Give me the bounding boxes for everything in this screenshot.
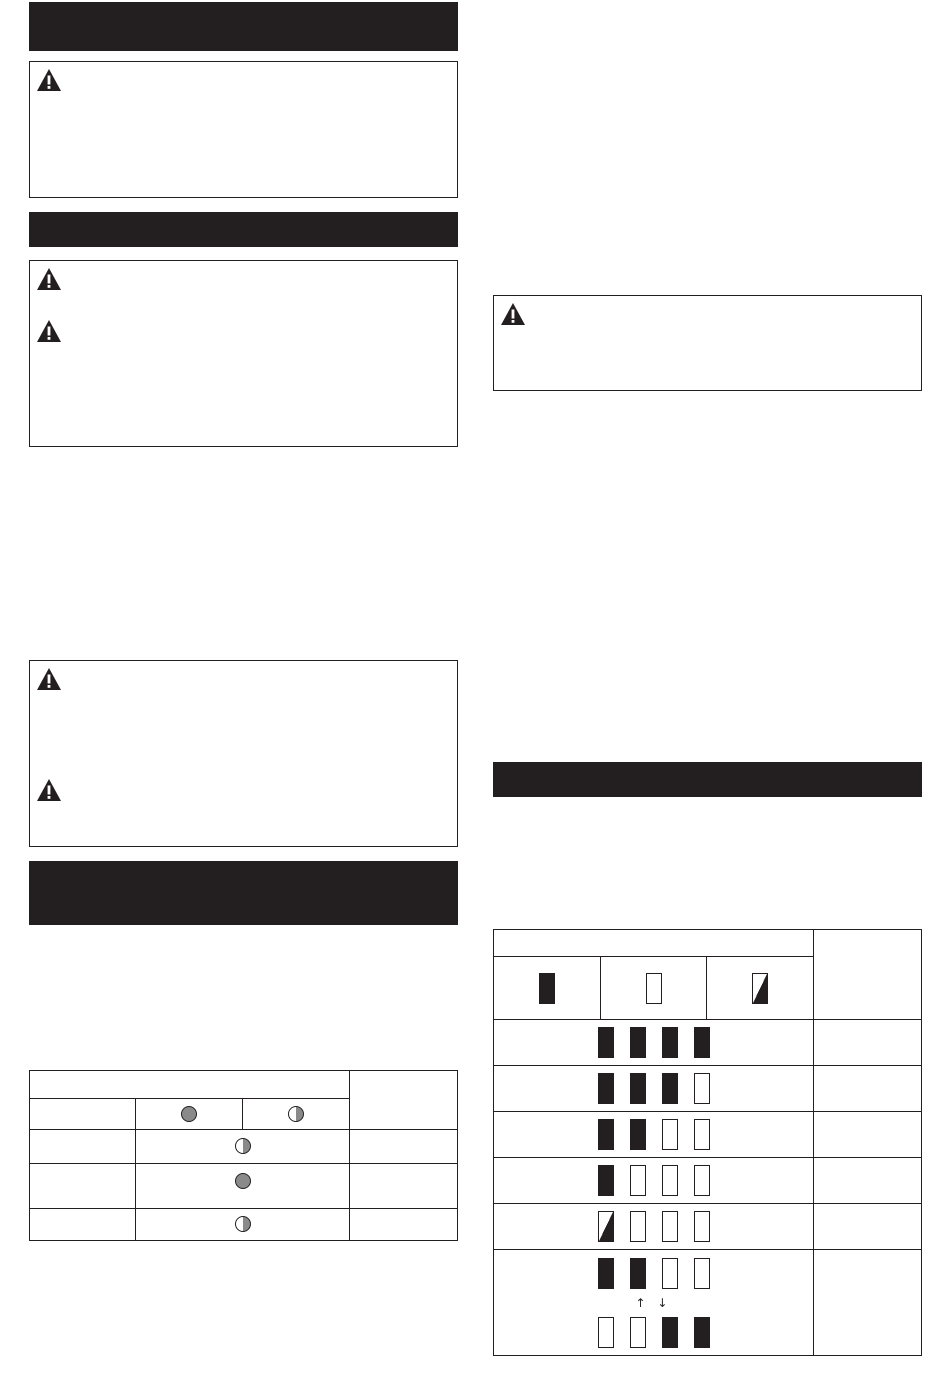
indicator-row-cell [494, 1204, 814, 1250]
table-cell [30, 1130, 136, 1164]
indicator-lamps [494, 1027, 813, 1058]
warning-box-2 [29, 260, 458, 447]
table-header-cell [30, 1071, 350, 1099]
section-header-1 [29, 2, 458, 51]
off-segment-icon [694, 1165, 710, 1196]
warning-box-1 [29, 61, 458, 198]
indicator-row-cell [494, 1066, 814, 1112]
indicator-row-cell [494, 1112, 814, 1158]
off-segment-icon [662, 1165, 678, 1196]
blinking-segment-icon [752, 973, 768, 1004]
lit-segment-icon [662, 1317, 678, 1348]
warning-icon [36, 68, 62, 92]
led-state-cell [136, 1164, 350, 1209]
warning-icon [36, 267, 62, 291]
table-cell [30, 1209, 136, 1241]
lit-segment-icon [598, 1027, 614, 1058]
warning-icon [500, 302, 526, 326]
warning-box-4 [493, 295, 922, 391]
warning-icon [36, 778, 62, 802]
table-cell [30, 1164, 136, 1209]
lit-segment-icon [630, 1073, 646, 1104]
led-solid-icon [235, 1173, 251, 1189]
off-segment-icon [694, 1073, 710, 1104]
lit-segment-icon [694, 1027, 710, 1058]
lit-segment-icon [662, 1073, 678, 1104]
indicator-lamps [494, 1211, 813, 1242]
led-half-icon [235, 1138, 251, 1154]
table-cell [814, 1066, 922, 1112]
lit-segment-icon [630, 1119, 646, 1150]
off-segment-icon [662, 1258, 678, 1289]
off-segment-icon [694, 1211, 710, 1242]
led-status-table [29, 1070, 458, 1241]
indicator-row-cell [494, 1250, 814, 1356]
legend-cell [494, 957, 601, 1020]
off-segment-icon [694, 1119, 710, 1150]
indicator-lamps [494, 1119, 813, 1150]
table-cell [814, 1112, 922, 1158]
battery-indicator-table [493, 929, 922, 1356]
led-legend-cell [136, 1099, 243, 1130]
led-half-icon [288, 1106, 304, 1122]
indicator-lamps [494, 1073, 813, 1104]
legend-cell [707, 957, 814, 1020]
warning-box-3 [29, 660, 458, 847]
table-header-cell [30, 1099, 136, 1130]
section-header-2 [29, 212, 458, 247]
lit-segment-icon [598, 1258, 614, 1289]
lit-segment-icon [598, 1119, 614, 1150]
table-cell [814, 1204, 922, 1250]
table-cell [814, 1250, 922, 1356]
lit-segment-icon [694, 1317, 710, 1348]
led-legend-cell [243, 1099, 350, 1130]
off-segment-icon [662, 1119, 678, 1150]
section-header-3 [29, 861, 458, 925]
lit-segment-icon [539, 973, 555, 1004]
lit-segment-icon [598, 1073, 614, 1104]
indicator-lamps-alternate [494, 1317, 813, 1348]
lit-segment-icon [598, 1165, 614, 1196]
indicator-lamps [494, 1165, 813, 1196]
warning-icon [36, 667, 62, 691]
off-segment-icon [630, 1165, 646, 1196]
led-state-cell [136, 1130, 350, 1164]
table-header-cell [494, 930, 814, 957]
alternating-arrows: ↑ ↓ [635, 1295, 672, 1310]
lit-segment-icon [662, 1027, 678, 1058]
led-solid-icon [181, 1106, 197, 1122]
table-cell [814, 1158, 922, 1204]
blinking-segment-icon [598, 1211, 614, 1242]
led-half-icon [235, 1216, 251, 1232]
warning-icon [36, 319, 62, 343]
off-segment-icon [630, 1211, 646, 1242]
table-header-cell [350, 1071, 458, 1130]
off-segment-icon [694, 1258, 710, 1289]
section-header-4 [493, 762, 922, 797]
legend-cell [601, 957, 707, 1020]
table-header-cell [814, 930, 922, 1020]
indicator-lamps [494, 1258, 813, 1289]
table-cell [350, 1130, 458, 1164]
table-cell [350, 1164, 458, 1209]
indicator-row-cell [494, 1020, 814, 1066]
off-segment-icon [630, 1317, 646, 1348]
table-cell [350, 1209, 458, 1241]
indicator-row-cell [494, 1158, 814, 1204]
table-cell [814, 1020, 922, 1066]
off-segment-icon [662, 1211, 678, 1242]
led-state-cell [136, 1209, 350, 1241]
lit-segment-icon [630, 1258, 646, 1289]
off-segment-icon [646, 973, 662, 1004]
off-segment-icon [598, 1317, 614, 1348]
lit-segment-icon [630, 1027, 646, 1058]
